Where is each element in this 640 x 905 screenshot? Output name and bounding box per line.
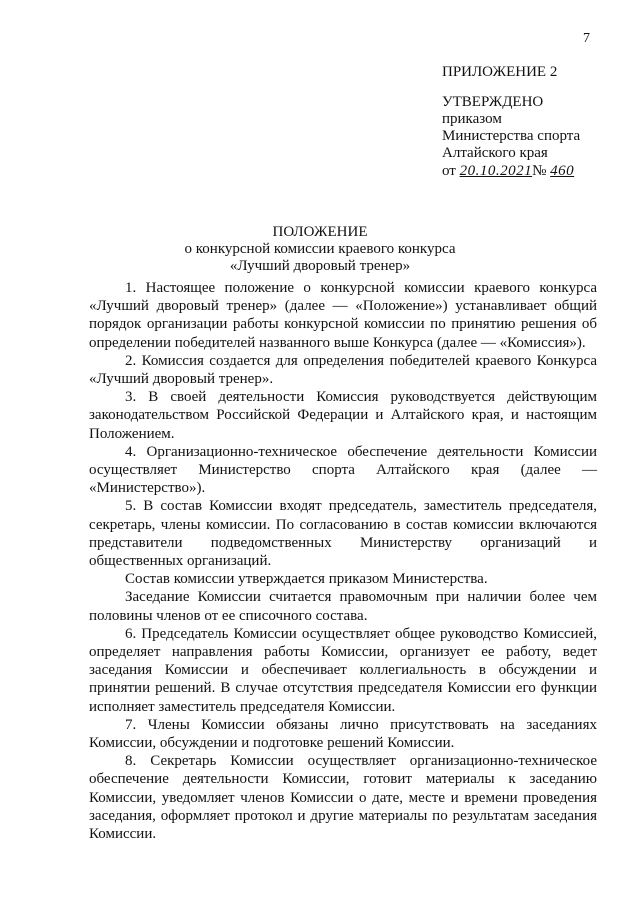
approved-label: УТВЕРЖДЕНО	[442, 94, 544, 110]
document-subtitle-1: о конкурсной комиссии краевого конкурса	[184, 241, 456, 257]
paragraph-6: 6. Председатель Комиссии осуществляет общее руководство Комиссией, определяет направления работы Комиссии, организует ее работу, ведет заседания Комиссии и обеспечивает коллегиальность в обсуждении и принятии решений. В случае отсутствия председателя Комиссии его функции исполняет заместитель председателя Комиссии.	[89, 625, 597, 715]
handwritten-number: 460	[550, 163, 575, 179]
approval-block	[442, 94, 580, 180]
document-subtitle-2: «Лучший дворовый тренер»	[229, 258, 411, 274]
paragraph-3: 3. В своей деятельности Комиссия руководствуется действующим законодательством Российской Федерации и Алтайского края, и настоящим Положением.	[89, 389, 597, 442]
handwritten-date: 20.10.2021	[459, 163, 533, 179]
document-heading: ПОЛОЖЕНИЕ	[272, 224, 368, 240]
paragraph-5: 5. В состав Комиссии входят председатель, заместитель председателя, секретарь, члены комиссии. По согласованию в состав комиссии включаются представители подведомственных Министерству организаций и общественных организаций.	[89, 498, 597, 570]
document-body	[89, 279, 597, 843]
document-title-block	[0, 224, 640, 275]
paragraph-4: 4. Организационно-техническое обеспечение деятельности Комиссии осуществляет Министерство спорта Алтайского края (далее — «Министерство»).	[89, 443, 597, 497]
date-prefix: от	[442, 163, 456, 179]
paragraph-composition: Состав комиссии утверждается приказом Министерства.	[125, 571, 488, 588]
page-number: 7	[583, 31, 590, 46]
approval-line-region: Алтайского края	[442, 145, 548, 161]
paragraph-8: 8. Секретарь Комиссии осуществляет организационно-техническое обеспечение деятельности Комиссии, готовит материалы к заседанию Комиссии, уведомляет членов Комиссии о дате, месте и времени проведения заседания, оформляет протокол и другие материалы по результатам заседания Комиссии.	[89, 753, 597, 843]
appendix-title: ПРИЛОЖЕНИЕ 2	[442, 64, 558, 80]
paragraph-7: 7. Члены Комиссии обязаны лично присутствовать на заседаниях Комиссии, обсуждении и подготовке решений Комиссии.	[89, 716, 597, 752]
paragraph-1: 1. Настоящее положение о конкурсной комиссии краевого конкурса «Лучший дворовый тренер» (далее — «Положение») устанавливает общий порядок организации работы конкурсной комиссии по принятию решения об определении победителей названного выше Конкурса (далее — «Комиссия»).	[89, 280, 597, 351]
paragraph-2: 2. Комиссия создается для определения победителей краевого Конкурса «Лучший дворовый тренер».	[89, 352, 597, 388]
number-prefix: №	[532, 163, 547, 179]
paragraph-quorum: Заседание Комиссии считается правомочным при наличии более чем половины членов от ее списочного состава.	[89, 589, 597, 624]
approval-line-ministry: Министерства спорта	[442, 128, 581, 144]
approval-date-line	[442, 163, 580, 180]
approval-line-order: приказом	[442, 111, 502, 127]
